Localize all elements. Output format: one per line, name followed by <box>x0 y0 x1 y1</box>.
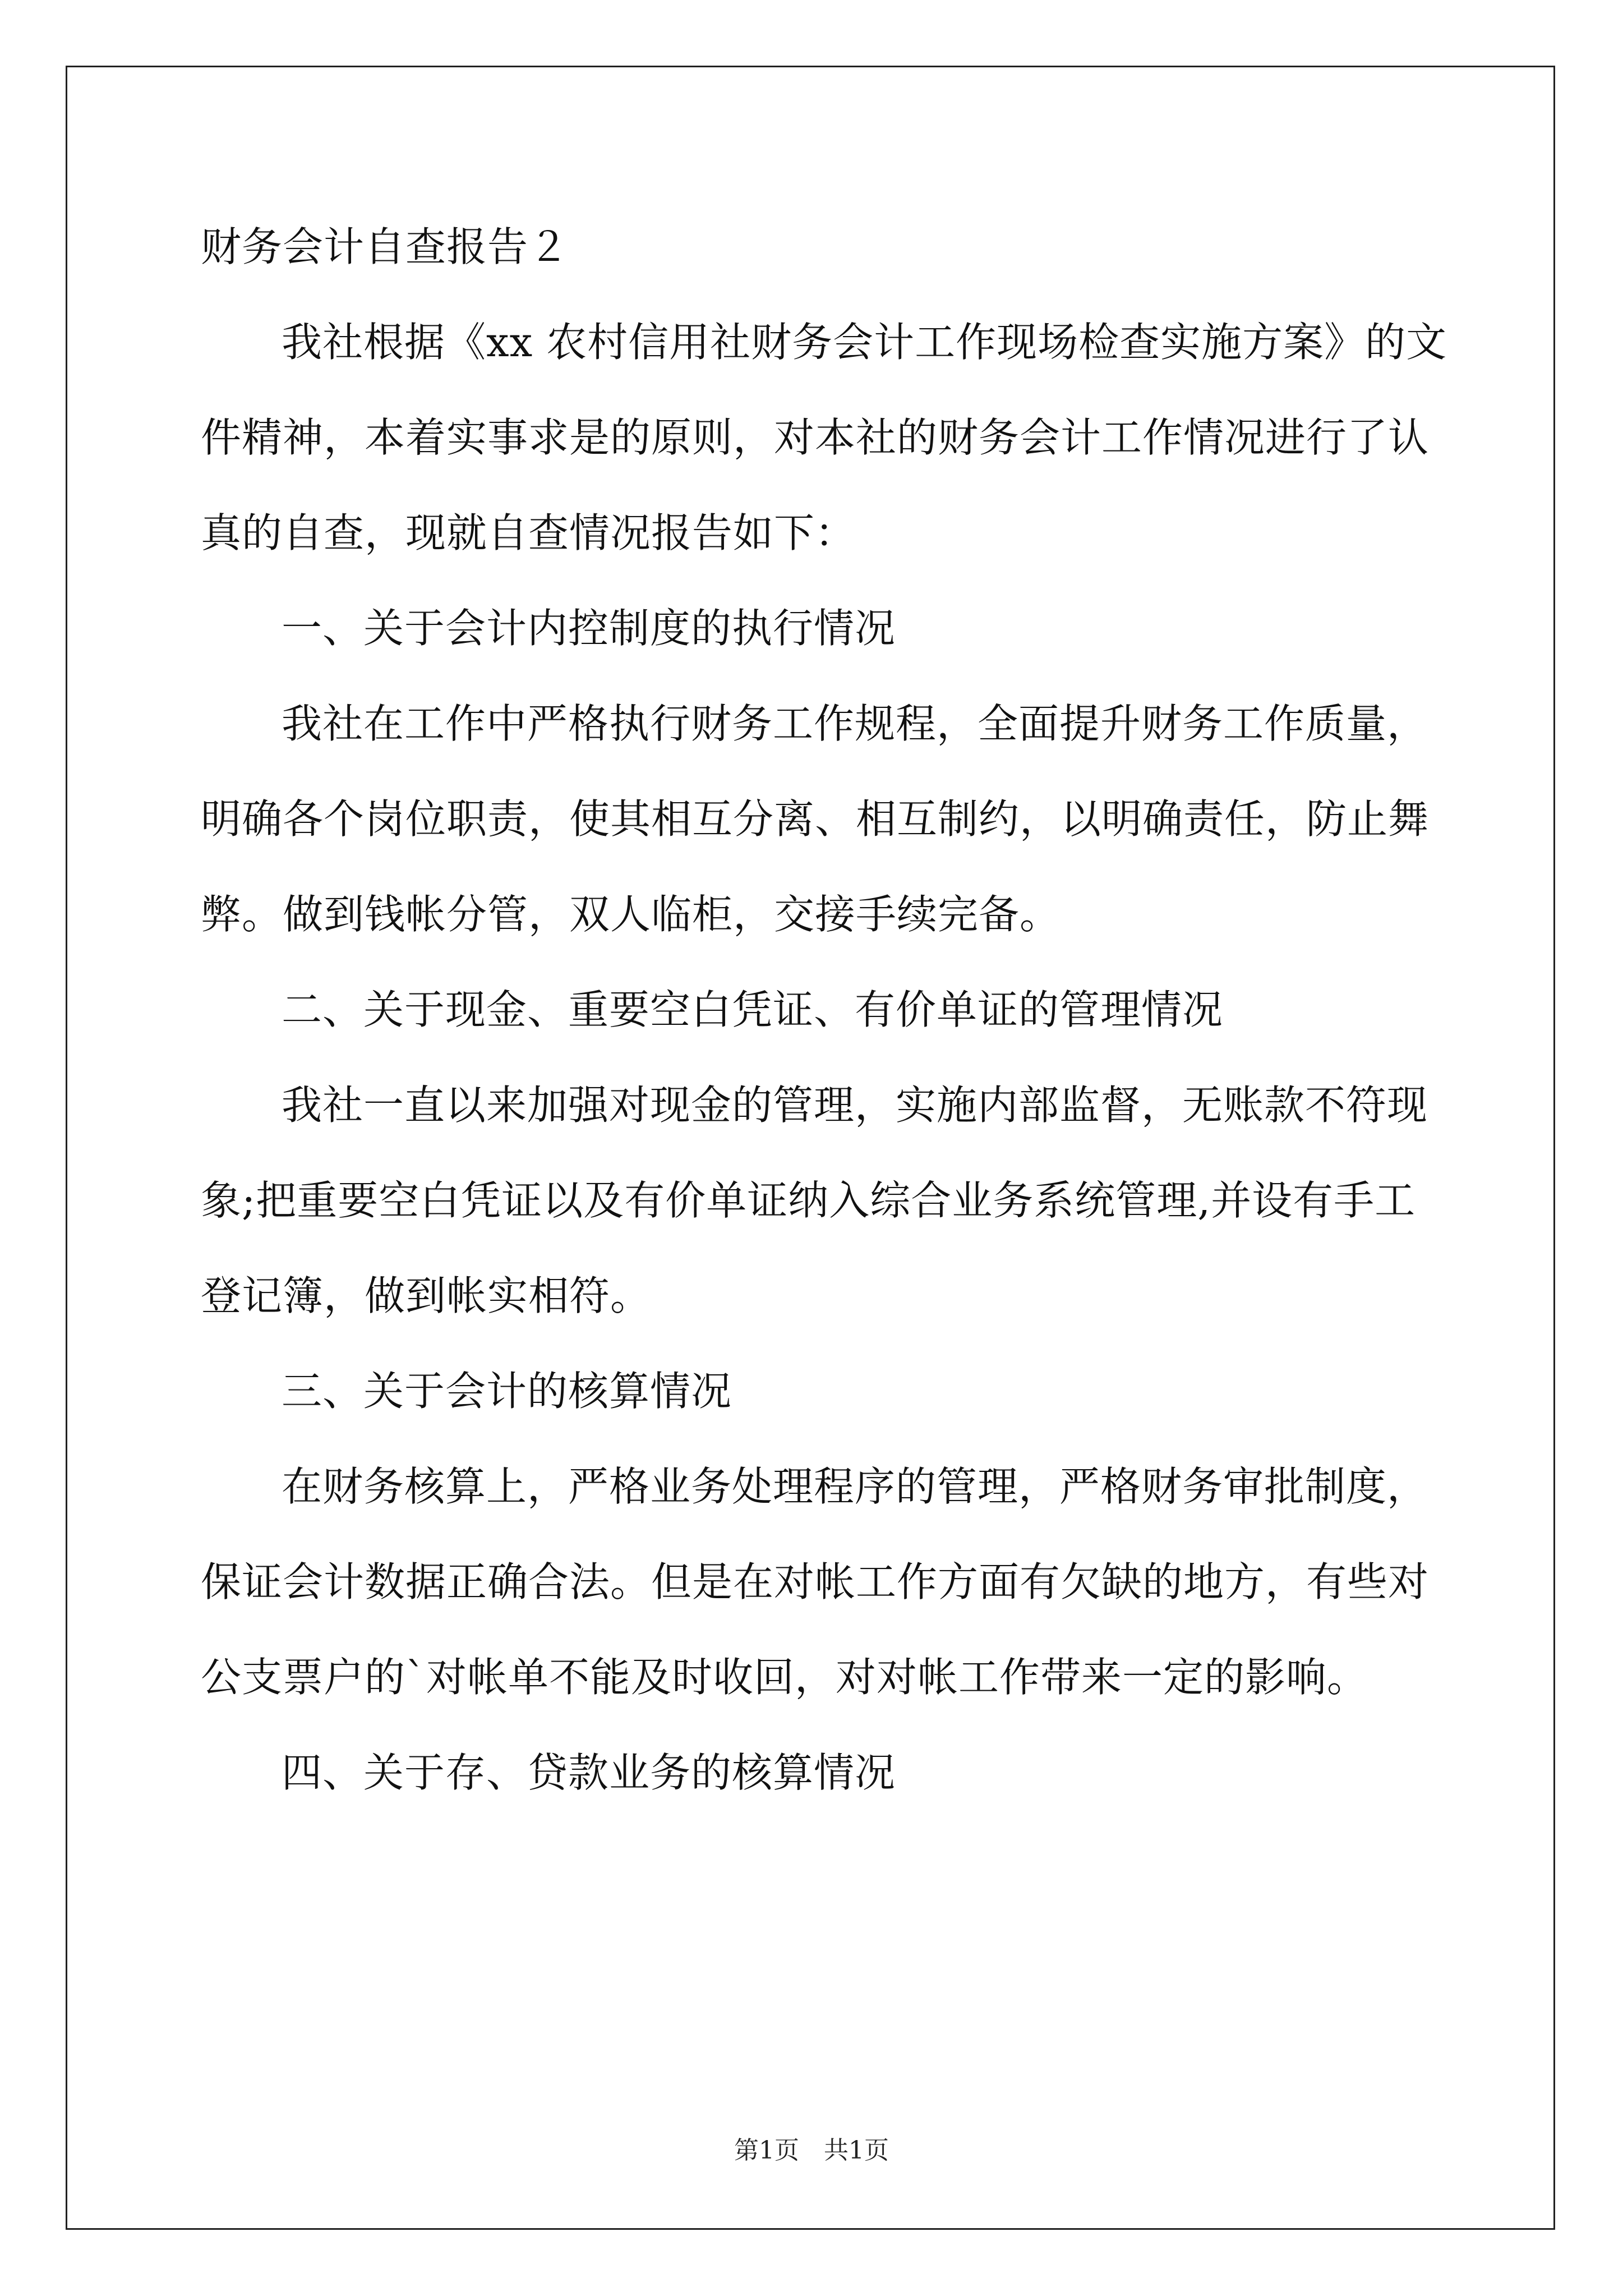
document-title: 财务会计自查报告２ <box>201 223 570 270</box>
paragraph-line: 弊。做到钱帐分管，双人临柜，交接手续完备。 <box>201 891 1061 938</box>
paragraph-line: 我社根据《xx 农村信用社财务会计工作现场检查实施方案》的文 <box>282 319 1447 366</box>
page-border <box>66 66 1555 2230</box>
paragraph-line: 在财务核算上，严格业务处理程序的管理，严格财务审批制度， <box>282 1463 1428 1510</box>
paragraph-line: 件精神，本着实事求是的原则，对本社的财务会计工作情况进行了认 <box>201 414 1430 461</box>
paragraph-line: 我社在工作中严格执行财务工作规程，全面提升财务工作质量， <box>282 700 1428 747</box>
paragraph-line: 我社一直以来加强对现金的管理，实施内部监督，无账款不符现 <box>282 1082 1428 1129</box>
paragraph-line: 象;把重要空白凭证以及有价单证纳入综合业务系统管理,并设有手工 <box>201 1177 1416 1224</box>
paragraph-line: 登记簿，做到帐实相符。 <box>201 1272 652 1319</box>
section-heading-3: 三、关于会计的核算情况 <box>282 1368 732 1415</box>
paragraph-line: 公支票户的`对帐单不能及时收回，对对帐工作带来一定的影响。 <box>201 1654 1368 1701</box>
section-heading-2: 二、关于现金、重要空白凭证、有价单证的管理情况 <box>282 986 1224 1033</box>
section-heading-4: 四、关于存、贷款业务的核算情况 <box>282 1749 896 1796</box>
paragraph-line: 保证会计数据正确合法。但是在对帐工作方面有欠缺的地方，有些对 <box>201 1558 1430 1605</box>
section-heading-1: 一、关于会计内控制度的执行情况 <box>282 605 896 652</box>
paragraph-line: 明确各个岗位职责，使其相互分离、相互制约，以明确责任，防止舞 <box>201 795 1430 843</box>
page-footer: 第1页 共1页 <box>734 2136 889 2165</box>
paragraph-line: 真的自查，现就自查情况报告如下： <box>201 509 856 556</box>
